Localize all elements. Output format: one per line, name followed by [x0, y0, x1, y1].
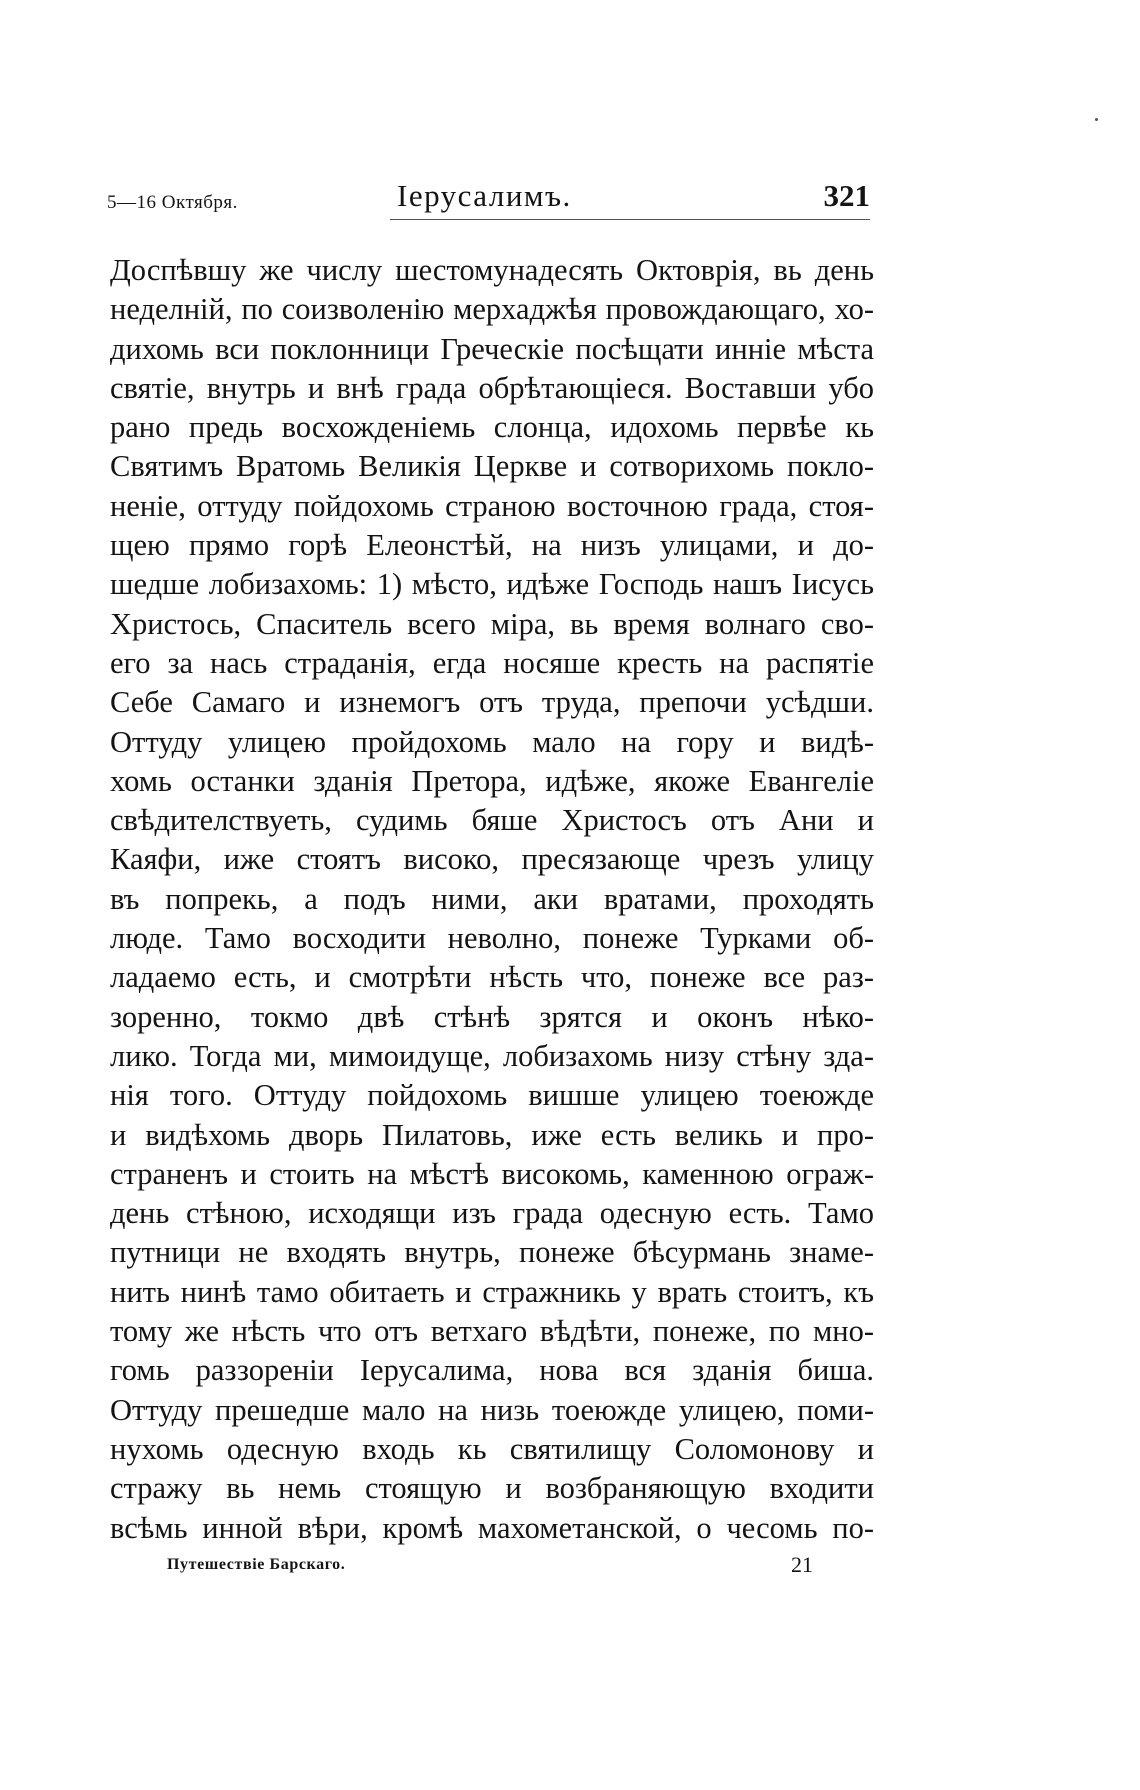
header-rule: [390, 219, 870, 220]
text-line: Святимъ Вратомь Великія Церкве и сотворихомь покло-: [110, 449, 874, 484]
text-line: страненъ и стоить на мѣстѣ високомь, каменною ограж-: [110, 1156, 874, 1191]
page-number: 321: [823, 178, 870, 213]
text-line: ладаемо есть, и смотрѣти нѣсть что, понеже все раз-: [110, 960, 874, 995]
text-line: Оттуду улицею пройдохомь мало на гору и видѣ-: [110, 724, 874, 759]
text-line: нухомь одесную входь кь святилищу Соломонову и: [110, 1431, 874, 1466]
text-line: гомь раззореніи Іерусалима, нова вся зданія биша.: [110, 1353, 874, 1388]
text-line: тому же нѣсть что отъ ветхаго вѣдѣти, понеже, по мно-: [110, 1314, 874, 1349]
footer-book-title: Путешествіе Барскаго.: [167, 1556, 346, 1573]
header-title: Іерусалимъ.: [397, 178, 572, 213]
text-line: зоренно, токмо двѣ стѣнѣ зрятся и оконъ нѣко-: [110, 999, 874, 1034]
text-line: нить нинѣ тамо обитаеть и стражникь у врать стоитъ, къ: [110, 1274, 874, 1309]
text-line: святіе, внутрь и внѣ града обрѣтающіеся. Воставши убо: [110, 370, 874, 405]
text-line: Христось, Спаситель всего міра, вь время волнаго сво-: [110, 606, 874, 641]
header-dates: 5—16 Октября.: [107, 192, 238, 213]
text-line: стражу вь немь стоящую и возбраняющую входити: [110, 1471, 874, 1506]
text-line: щею прямо горѣ Елеонстѣй, на низъ улицами, и до-: [110, 528, 874, 563]
text-line: въ попрекь, а подъ ними, аки вратами, проходять: [110, 881, 874, 916]
page-footer: [167, 1552, 813, 1582]
footer-signature: 21: [791, 1552, 813, 1577]
text-line: нія того. Оттуду пойдохомь вишше улицею тоеюжде: [110, 1078, 874, 1113]
text-line: путници не входять внутрь, понеже бѣсурмань знаме-: [110, 1235, 874, 1270]
text-line: Оттуду прешедше мало на низь тоеюжде улицею, поми-: [110, 1392, 874, 1427]
text-line: всѣмь инной вѣри, кромѣ махометанской, о чесомь по-: [110, 1510, 874, 1545]
text-line: шедше лобизахомь: 1) мѣсто, идѣже Господь нашъ Іисусь: [110, 567, 874, 602]
ink-speck: [1095, 118, 1098, 121]
text-line: хомь останки зданія Претора, идѣже, якоже Евангеліе: [110, 763, 874, 798]
text-line: лико. Тогда ми, мимоидуще, лобизахомь низу стѣну зда-: [110, 1038, 874, 1073]
body-text: [110, 251, 874, 1548]
text-line: его за нась страданія, егда носяше кресть на распятіе: [110, 645, 874, 680]
text-line: неделній, по соизволенію мерхаджѣя провождающаго, хо-: [110, 292, 874, 327]
text-line: люде. Тамо восходити неволно, понеже Турками об-: [110, 921, 874, 956]
text-line: дихомь вси поклонници Греческіе посѣщати инніе мѣста: [110, 331, 874, 366]
text-line: Себе Самаго и изнемогъ отъ труда, препочи усѣдши.: [110, 685, 874, 720]
text-line: рано предь восхожденіемь слонца, идохомь первѣе кь: [110, 410, 874, 445]
text-line: день стѣною, исходящи изъ града одесную есть. Тамо: [110, 1196, 874, 1231]
text-line: Каяфи, иже стоятъ високо, пресязающе чрезъ улицу: [110, 842, 874, 877]
text-line: Доспѣвшу же числу шестомунадесять Октоврія, вь день: [110, 253, 874, 287]
text-line: и видѣхомь дворь Пилатовь, иже есть великь и про-: [110, 1117, 874, 1152]
text-line: неніе, оттуду пойдохомь страною восточною града, стоя-: [110, 488, 874, 523]
text-line: свѣдителствуеть, судимь бяше Христосъ отъ Ани и: [110, 803, 874, 838]
running-header: [107, 178, 870, 222]
